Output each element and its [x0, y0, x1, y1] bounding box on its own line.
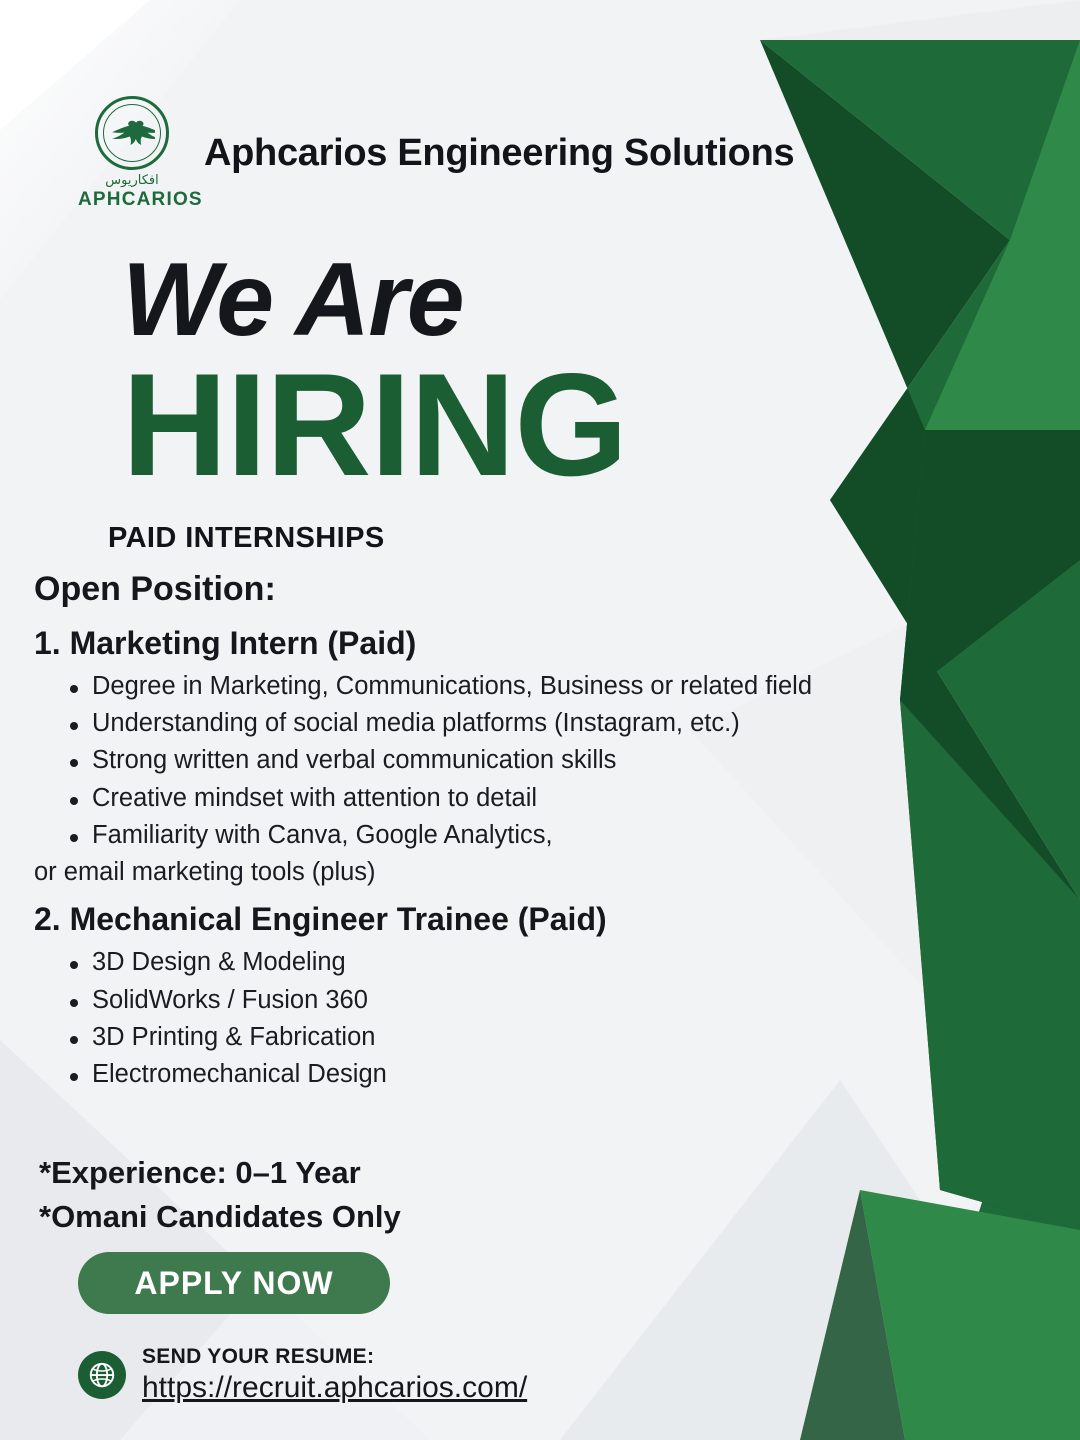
- list-item: Strong written and verbal communication skills: [52, 742, 994, 779]
- globe-icon: [78, 1351, 126, 1399]
- headline-hiring: HIRING: [122, 343, 627, 506]
- apply-now-label: APPLY NOW: [134, 1264, 334, 1301]
- positions-section: [34, 570, 994, 1239]
- footer-text: [142, 1345, 527, 1405]
- logo-arabic-script: افكاريوس: [105, 173, 159, 188]
- role-requirements-list: [52, 944, 994, 1093]
- open-position-label: Open Position:: [34, 570, 276, 608]
- list-item: Electromechanical Design: [52, 1056, 994, 1093]
- company-name: Aphcarios Engineering Solutions: [204, 132, 795, 174]
- footer-contact: [78, 1345, 527, 1405]
- note-nationality: *Omani Candidates Only: [39, 1199, 401, 1235]
- eagle-emblem-icon: [95, 96, 169, 170]
- list-item: Understanding of social media platforms (Instagram, etc.): [52, 705, 994, 742]
- list-item: Familiarity with Canva, Google Analytics,: [52, 817, 994, 854]
- brand-header: [78, 96, 794, 211]
- headline-we-are: We Are: [122, 242, 463, 358]
- role-block-2: [34, 901, 994, 1093]
- notes-section: [34, 1151, 994, 1239]
- resume-link[interactable]: https://recruit.aphcarios.com/: [142, 1371, 528, 1404]
- headline-subtitle: PAID INTERNSHIPS: [108, 522, 385, 554]
- list-item: SolidWorks / Fusion 360: [52, 982, 994, 1019]
- role-block-1: [34, 625, 994, 891]
- list-item-continuation: or email marketing tools (plus): [34, 858, 376, 887]
- list-item: Degree in Marketing, Communications, Business or related field: [52, 668, 994, 705]
- list-item: Creative mindset with attention to detail: [52, 780, 994, 817]
- list-item: 3D Printing & Fabrication: [52, 1019, 994, 1056]
- note-experience: *Experience: 0–1 Year: [39, 1155, 361, 1191]
- list-item: 3D Design & Modeling: [52, 944, 994, 981]
- role-title: 2. Mechanical Engineer Trainee (Paid): [34, 901, 607, 938]
- resume-label: SEND YOUR RESUME:: [142, 1345, 375, 1368]
- logo-wordmark: APHCARIOS: [78, 189, 203, 210]
- logo: [78, 96, 203, 211]
- apply-now-button[interactable]: [78, 1252, 390, 1314]
- role-requirements-list: [52, 668, 994, 854]
- role-title: 1. Marketing Intern (Paid): [34, 625, 417, 661]
